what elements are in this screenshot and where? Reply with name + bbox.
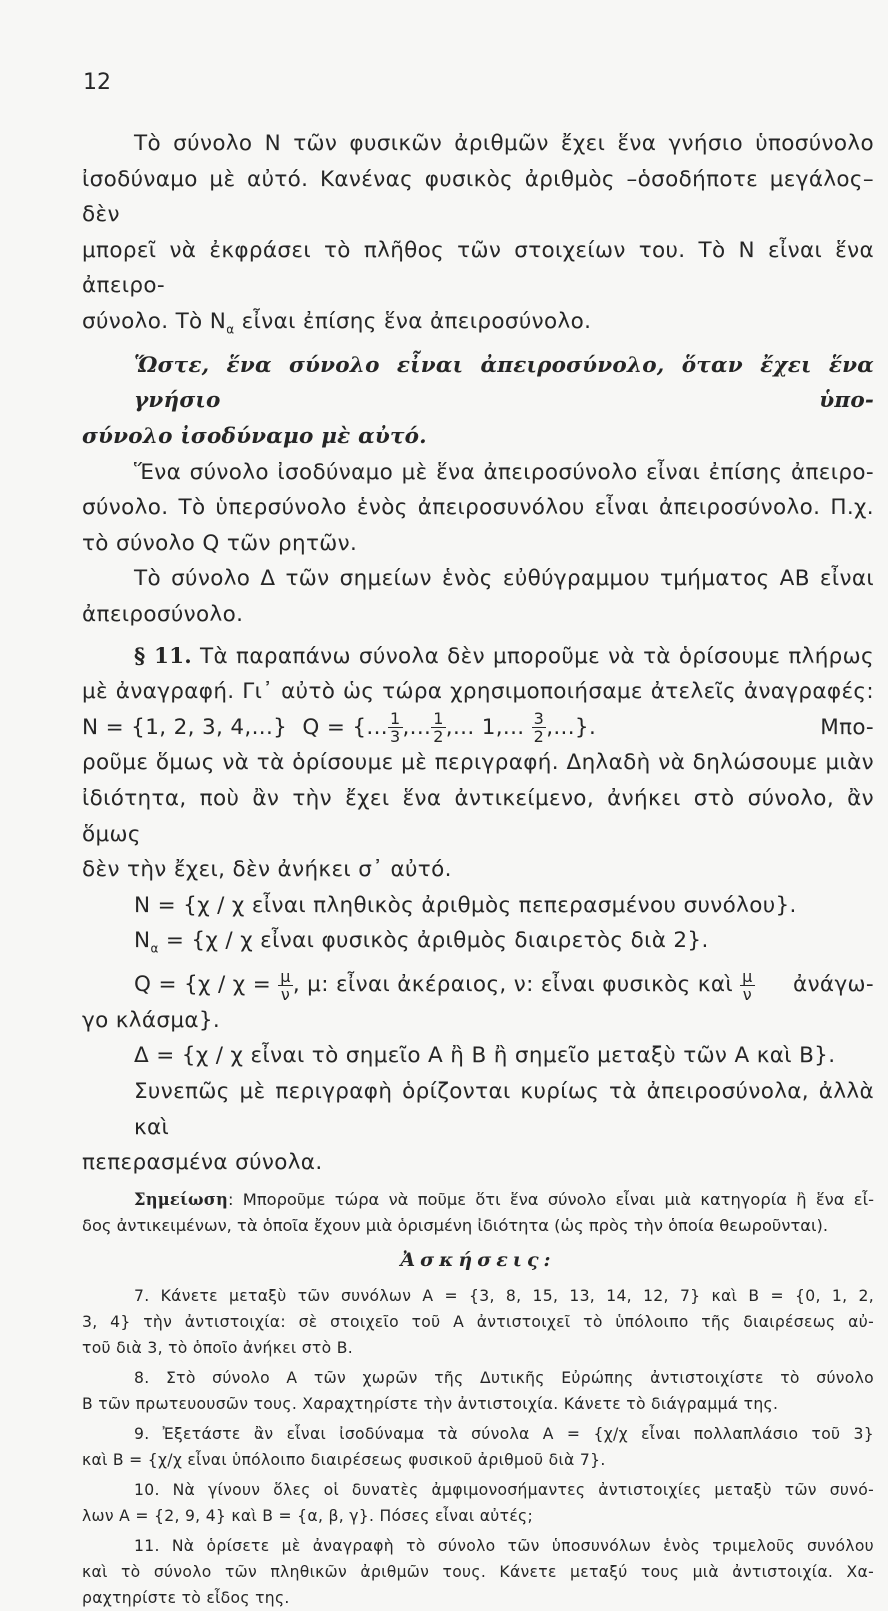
note-line — [82, 1187, 874, 1213]
fraction: $\frac{3}{2}$ — [533, 709, 545, 747]
page-body — [82, 126, 874, 1611]
text-span: : Μποροῦμε τώρα νὰ ποῦμε ὅτι ἕνα σύνολο εἶναι μιὰ κατηγορία ἢ ἕνα εἶ- — [228, 1189, 874, 1209]
text-span: ,... — [402, 714, 432, 740]
text-line: ἰδιότητα, ποὺ ἂν τὴν ἔχει ἕνα ἀντικείμενο, ἀνήκει στὸ σύνολο, ἂν ὅμως — [82, 785, 874, 847]
fraction: $\frac{\mu}{\nu}$ — [742, 966, 753, 1004]
exercise-line: 7. Κάνετε μεταξὺ τῶν συνόλων Α = {3, 8, 15, 13, 14, 12, 7} καὶ Β = {0, 1, 2, — [134, 1286, 874, 1305]
exercise-line: 3, 4} τὴν ἀντιστοιχία: σὲ στοιχεῖο τοῦ Α ἀντιστοιχεῖ τὸ ὑπόλοιπο τῆς διαιρέσεως αὐ- — [82, 1312, 874, 1331]
text-line: δὲν τὴν ἔχει, δὲν ἀνήκει σ᾽ αὐτό. — [82, 857, 452, 883]
text-span: Q = {... — [302, 714, 388, 740]
fraction: $\frac{1}{2}$ — [433, 709, 444, 747]
text-span: , μ: εἶναι ἀκέραιος, ν: εἶναι φυσικὸς καὶ — [292, 972, 733, 998]
text-line: γο κλάσμα}. — [82, 1007, 221, 1033]
subscript: α — [226, 322, 235, 337]
text-span: Τὰ παραπάνω σύνολα δὲν μποροῦμε νὰ τὰ ὁρίσουμε πλήρως — [191, 643, 874, 669]
bold-statement: Ὥστε, ἕνα σύνολο εἶναι ἀπειροσύνολο, ὅταν ἔχει ἕνα γνήσιο ὑπο- — [134, 352, 874, 414]
bold-statement: σύνολο ἰσοδύναμο μὲ αὐτό. — [82, 424, 427, 450]
text-line — [82, 304, 874, 348]
definition-na — [82, 923, 874, 967]
text-span: Ν — [134, 928, 151, 954]
fraction: $\frac{\mu}{\nu}$ — [280, 966, 291, 1004]
section-line — [82, 639, 874, 675]
text-span: Q = {χ / χ = — [134, 972, 272, 998]
text-span: ,... 1,... — [445, 714, 525, 740]
subscript: α — [150, 941, 159, 956]
text-line: σύνολο. Τὸ ὑπερσύνολο ἑνὸς ἀπειροσυνόλου εἶναι ἀπειροσύνολο. Π.χ. — [82, 495, 874, 521]
definition-d: Δ = {χ / χ εἶναι τὸ σημεῖο Α ἢ Β ἢ σημεῖο μεταξὺ τῶν Α καὶ Β}. — [134, 1043, 836, 1069]
text-line: Τὸ σύνολο Ν τῶν φυσικῶν ἀριθμῶν ἔχει ἕνα γνήσιο ὑποσύνολο — [134, 131, 874, 156]
text-span: σύνολο. Τὸ Ν — [82, 308, 227, 334]
page-number: 12 — [83, 70, 111, 95]
equation-n — [82, 710, 596, 746]
exercise-line: καὶ Β = {χ/χ εἶναι ὑπόλοιπο διαιρέσεως φυσικοῦ ἀριθμοῦ διὰ 7}. — [82, 1450, 606, 1469]
text-line: Συνεπῶς μὲ περιγραφὴ ὁρίζονται κυρίως τὰ ἀπειροσύνολα, ἀλλὰ καὶ — [134, 1079, 874, 1140]
text-line: τὸ σύνολο Q τῶν ρητῶν. — [82, 530, 358, 556]
exercise-line: Β τῶν πρωτευουσῶν τους. Χαραχτηρίστε τὴν ἀντιστοιχία. Κάνετε τὸ διάγραμμά της. — [82, 1394, 779, 1413]
exercise-line: 8. Στὸ σύνολο Α τῶν χωρῶν τῆς Δυτικῆς Εὐρώπης ἀντιστοιχίστε τὸ σύνολο — [134, 1368, 874, 1387]
text-span: εἶναι ἐπίσης ἕνα ἀπειροσύνολο. — [234, 308, 592, 334]
text-line: ἰσοδύναμο μὲ αὐτό. Κανένας φυσικὸς ἀριθμὸς –ὁσοδήποτε μεγάλος– δὲν — [82, 166, 874, 228]
text-line: πεπερασμένα σύνολα. — [82, 1150, 323, 1176]
exercise-line: λων Α = {2, 9, 4} καὶ Β = {α, β, γ}. Πόσες εἶναι αὐτές; — [82, 1506, 534, 1525]
exercises-heading: Ἀσκήσεις: — [400, 1248, 556, 1271]
equation-line — [82, 710, 874, 746]
definition-q — [82, 967, 874, 1003]
text-line: ροῦμε ὅμως νὰ τὰ ὁρίσουμε μὲ περιγραφή. Δηλαδὴ νὰ δηλώσουμε μιὰν — [82, 750, 874, 776]
text-span: Ν = {1, 2, 3, 4,...} — [82, 714, 288, 740]
text-line: μὲ ἀναγραφή. Γι᾽ αὐτὸ ὡς τώρα χρησιμοποιήσαμε ἀτελεῖς ἀναγραφές: — [82, 679, 874, 705]
exercise-line: 11. Νὰ ὁρίσετε μὲ ἀναγραφὴ τὸ σύνολο τῶν ὑποσυνόλων ἑνὸς τριμελοῦς συνόλου — [134, 1536, 874, 1555]
text-span: ,...}. — [546, 714, 597, 740]
definition-n: Ν = {χ / χ εἶναι πληθικὸς ἀριθμὸς πεπερασμένου συνόλου}. — [134, 892, 797, 918]
text-line: Τὸ σύνολο Δ τῶν σημείων ἑνὸς εὐθύγραμμου τμήματος ΑΒ εἶναι — [134, 566, 874, 592]
section-number: § 11. — [134, 643, 192, 669]
text-line: μπορεῖ νὰ ἐκφράσει τὸ πλῆθος τῶν στοιχείων του. Τὸ Ν εἶναι ἕνα ἀπειρο- — [82, 237, 874, 299]
exercise-line: τοῦ διὰ 3, τὸ ὁποῖο ἀνήκει στὸ Β. — [82, 1338, 353, 1357]
text-line: Ἕνα σύνολο ἰσοδύναμο μὲ ἕνα ἀπειροσύνολο εἶναι ἐπίσης ἀπειρο- — [134, 459, 874, 485]
text-span: ἀνάγω- — [793, 972, 874, 998]
exercise-line: ραχτηρίστε τὸ εἶδος της. — [82, 1588, 290, 1607]
text-line: ἀπειροσύνολο. — [82, 602, 244, 628]
exercise-line: 10. Νὰ γίνουν ὅλες οἱ δυνατὲς ἀμφιμονοσήμαντες ἀντιστοιχίες μεταξὺ τῶν συνό- — [134, 1480, 874, 1499]
fraction: $\frac{1}{3}$ — [389, 709, 401, 747]
text-span: Μπο- — [820, 714, 874, 740]
text-span: = {χ / χ εἶναι φυσικὸς ἀριθμὸς διαιρετὸς διὰ 2}. — [158, 928, 709, 954]
exercise-line: 9. Ἐξετάστε ἂν εἶναι ἰσοδύναμα τὰ σύνολα Α = {χ/χ εἶναι πολλαπλάσιο τοῦ 3} — [134, 1424, 874, 1443]
exercise-line: καὶ τὸ σύνολο τῶν πληθικῶν ἀριθμῶν τους. Κάνετε μεταξύ τους μιὰ ἀντιστοιχία. Χα- — [82, 1562, 874, 1581]
note-label: Σημείωση — [134, 1189, 228, 1209]
note-line: δος ἀντικειμένων, τὰ ὁποῖα ἔχουν μιὰ ὁρισμένη ἰδιότητα (ὡς πρὸς τὴν ὁποία θεωροῦνται). — [82, 1215, 829, 1235]
